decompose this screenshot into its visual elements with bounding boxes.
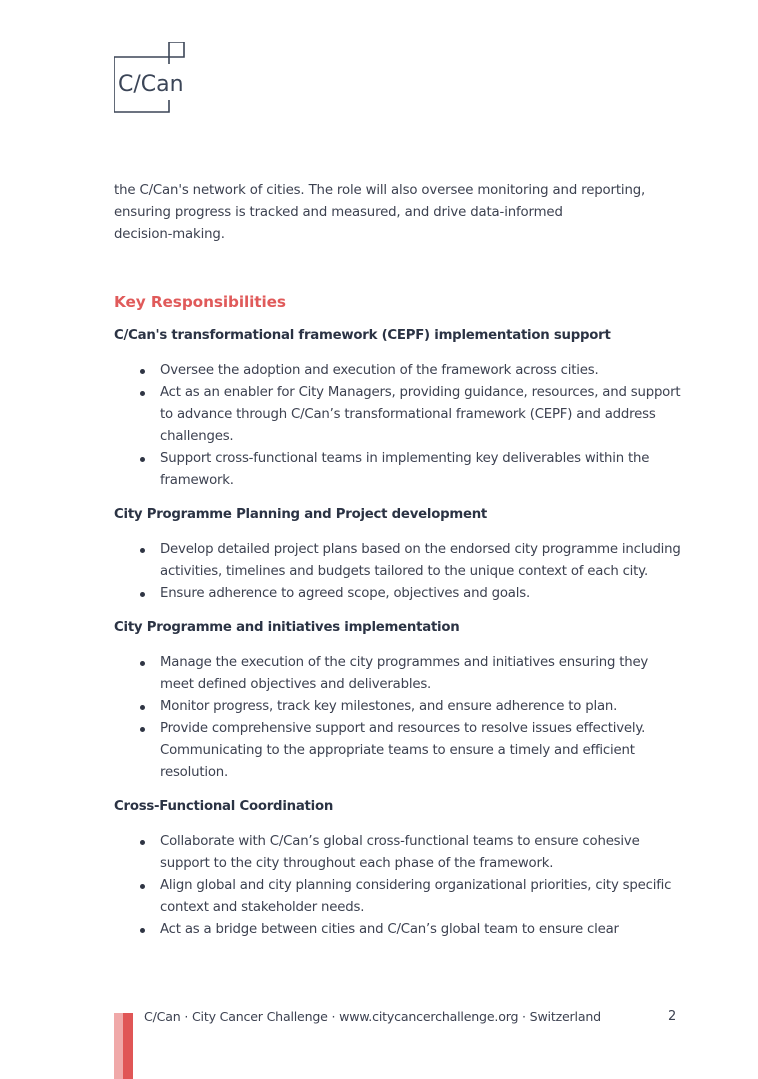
list-item-text: Manage the execution of the city programmes and initiatives ensuring they meet defined objectives and deliverables. [160,655,649,692]
responsibility-group [114,505,684,605]
responsibility-group [114,326,684,492]
list-item-text: Ensure adherence to agreed scope, objectives and goals. [160,586,530,601]
list-item-text: Oversee the adoption and execution of the framework across cities. [160,363,599,378]
group-heading: Cross-Functional Coordination [114,799,334,814]
bullet-icon [140,884,145,889]
list-item [114,539,684,583]
bullet-icon [140,457,145,462]
group-heading: City Programme and initiatives implementation [114,620,460,635]
document-body [114,180,684,941]
footer-accent-bar-light [114,1013,123,1079]
bullet-icon [140,705,145,710]
list-item [114,382,684,448]
responsibility-group [114,618,684,784]
bullet-list [114,360,684,492]
list-item-text: Collaborate with C/Can’s global cross-functional teams to ensure cohesive support to the city throughout each phase of the framework. [160,834,640,871]
group-heading: C/Can's transformational framework (CEPF) implementation support [114,328,611,343]
list-item-text: Align global and city planning considering organizational priorities, city specific context and stakeholder needs. [160,878,672,915]
intro-line: ensuring progress is tracked and measured, and drive data-informed [114,205,563,220]
bullet-icon [140,391,145,396]
list-item [114,875,684,919]
responsibility-group [114,797,684,941]
bullet-list [114,831,684,941]
logo-frame-icon [114,42,204,114]
bullet-list [114,652,684,784]
list-item [114,652,684,696]
bullet-icon [140,369,145,374]
intro-line: decision-making. [114,227,225,242]
list-item [114,696,684,718]
list-item [114,583,684,605]
intro-line: the C/Can's network of cities. The role will also oversee monitoring and reporting, [114,183,646,198]
bullet-icon [140,548,145,553]
c-can-logo [114,42,204,114]
list-item-text: Monitor progress, track key milestones, and ensure adherence to plan. [160,699,618,714]
section-title: Key Responsibilities [114,293,286,311]
list-item [114,718,684,784]
bullet-icon [140,727,145,732]
bullet-icon [140,592,145,597]
logo-text: C/Can [118,72,184,97]
group-heading: City Programme Planning and Project development [114,507,488,522]
bullet-icon [140,661,145,666]
list-item-text: Develop detailed project plans based on the endorsed city programme including activities, timelines and budgets tailored to the unique context of each city. [160,542,681,579]
footer-text: C/Can · City Cancer Challenge · www.citycancerchallenge.org · Switzerland [144,1009,601,1024]
bullet-list [114,539,684,605]
list-item [114,831,684,875]
list-item [114,360,684,382]
bullet-icon [140,928,145,933]
footer-accent-bar-dark [123,1013,133,1079]
list-item-text: Act as a bridge between cities and C/Can’s global team to ensure clear [160,922,619,937]
list-item [114,448,684,492]
list-item-text: Support cross-functional teams in implementing key deliverables within the framework. [160,451,650,488]
bullet-icon [140,840,145,845]
list-item-text: Provide comprehensive support and resources to resolve issues effectively. Communicating to the appropriate teams to ensure a timely and efficient resolution. [160,721,646,780]
intro-paragraph [114,180,684,246]
list-item [114,919,684,941]
page-number: 2 [668,1009,677,1024]
list-item-text: Act as an enabler for City Managers, providing guidance, resources, and support to advance through C/Can’s transformational framework (CEPF) and address challenges. [160,385,681,444]
